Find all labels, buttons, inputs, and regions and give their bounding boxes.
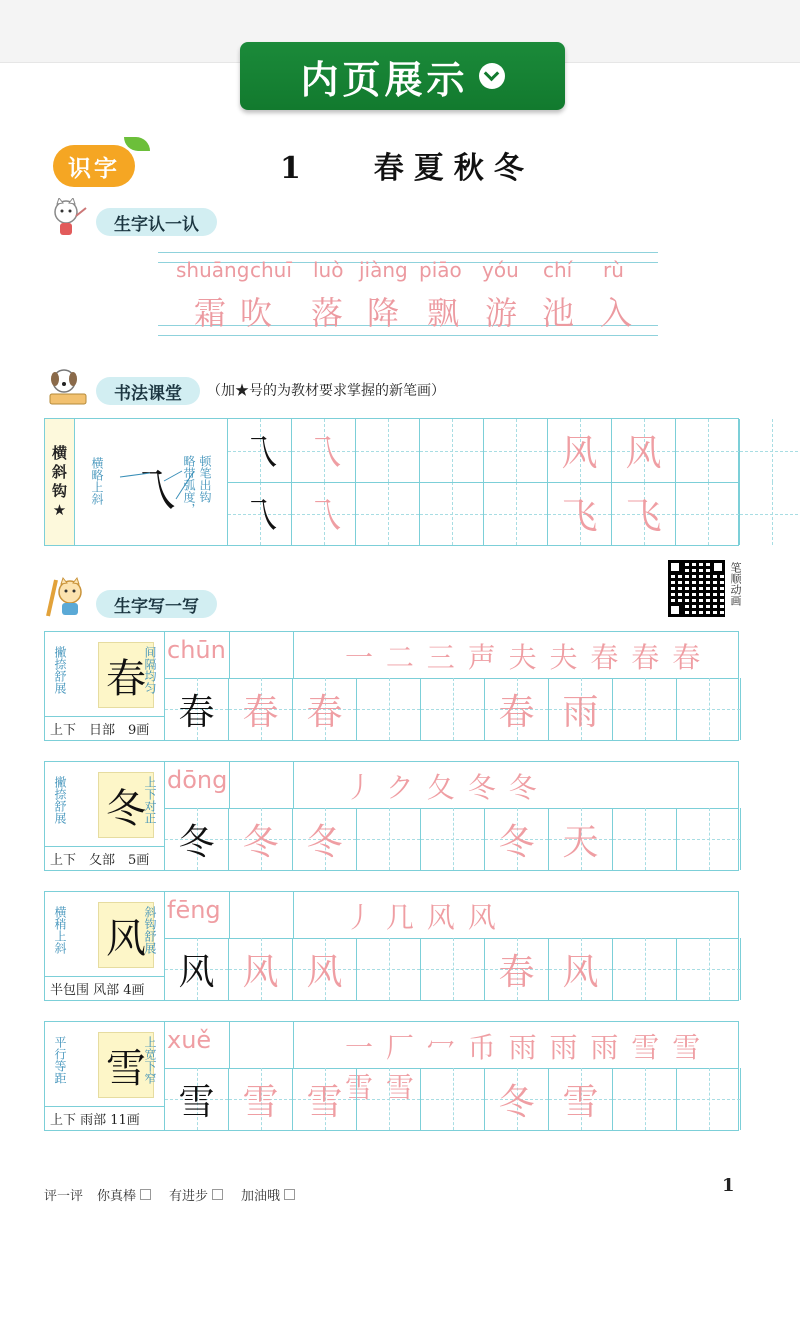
stroke-char: 乁 — [305, 433, 342, 474]
pinyin-1: chuī — [250, 258, 292, 282]
write-cell[interactable] — [165, 808, 229, 870]
qr-caption: 笔顺动画 — [729, 562, 742, 606]
stroke-cell[interactable] — [292, 419, 356, 482]
write-cell[interactable] — [421, 1068, 485, 1130]
write-cell[interactable] — [485, 808, 549, 870]
write-char: 冬 — [498, 821, 535, 863]
stroke-cell[interactable] — [228, 482, 292, 545]
char-info — [45, 632, 165, 740]
stroke-char: 风 — [561, 433, 598, 474]
write-cell[interactable] — [421, 938, 485, 1000]
stroke-cell[interactable] — [612, 482, 676, 545]
stroke-cell[interactable] — [740, 419, 800, 482]
self-evaluation — [44, 1185, 313, 1204]
stroke-note-right: 顿笔出钩 — [198, 455, 212, 503]
stroke-cell[interactable] — [356, 482, 420, 545]
hanzi-2: 落 — [311, 294, 344, 332]
stroke-cell[interactable] — [292, 482, 356, 545]
left-tip: 平行等距 — [53, 1036, 67, 1084]
char-info — [45, 1022, 165, 1130]
char-pinyin: xuě — [167, 1026, 212, 1054]
write-cell[interactable] — [357, 808, 421, 870]
write-char: 冬 — [498, 1081, 535, 1123]
stroke-order: 一 二 三 声 夫 夫 春 春 春 — [345, 641, 703, 674]
dog-mascot-icon — [46, 366, 90, 410]
option-cheer-label: 加油哦 — [241, 1189, 281, 1204]
section-recognize: 生字认一认 — [96, 208, 217, 236]
write-cell[interactable] — [293, 1068, 357, 1130]
stroke-demo-char: 乁 — [130, 464, 176, 518]
section-write: 生字写一写 — [96, 590, 217, 618]
pinyin-7: rù — [603, 258, 624, 282]
stroke-order: 丿 ク 夂 冬 冬 — [345, 771, 539, 804]
structure-info: 半包围 风部 4画 — [45, 976, 165, 1000]
write-char: 雪 — [562, 1081, 599, 1123]
chevron-down-icon[interactable] — [479, 63, 505, 89]
pinyin-5: yóu — [482, 258, 519, 282]
stroke-cell[interactable] — [676, 419, 740, 482]
write-char: 雪 — [306, 1081, 343, 1123]
stroke-demo — [76, 419, 228, 545]
stroke-cell[interactable] — [612, 419, 676, 482]
leaf-icon — [124, 137, 150, 151]
write-char: 风 — [178, 951, 215, 993]
write-char: 风 — [306, 951, 343, 993]
write-cell[interactable] — [293, 938, 357, 1000]
write-char: 冬 — [306, 821, 343, 863]
char-pinyin: chūn — [167, 636, 226, 664]
cat-pencil-mascot-icon — [44, 576, 88, 620]
hanzi-0: 霜 — [194, 294, 227, 332]
pinyin-3: jiàng — [359, 258, 408, 282]
banner-title: 内页展示 — [300, 57, 469, 102]
write-cell[interactable] — [229, 678, 293, 740]
option-great-label: 你真棒 — [97, 1189, 137, 1204]
stroke-cell[interactable] — [740, 482, 800, 545]
lesson-title — [280, 143, 534, 187]
write-cell[interactable] — [613, 938, 677, 1000]
demo-char: 风 — [98, 902, 154, 968]
stroke-order: 丿 几 风 风 — [345, 901, 498, 934]
cat-mascot-icon — [46, 198, 90, 242]
option-cheer-checkbox[interactable] — [284, 1189, 295, 1200]
left-tip: 撇捺舒展 — [53, 646, 67, 694]
write-cell[interactable] — [357, 938, 421, 1000]
section-calligraphy: 书法课堂 — [96, 377, 200, 405]
write-char: 雪 — [242, 1081, 279, 1123]
write-char: 冬 — [242, 821, 279, 863]
pinyin-2: luò — [313, 258, 344, 282]
calligraphy-note: （加★号的为教材要求掌握的新笔画） — [207, 383, 445, 399]
lesson-number: 1 — [280, 151, 311, 186]
write-cell[interactable] — [165, 938, 229, 1000]
write-cell[interactable] — [165, 678, 229, 740]
right-tip: 上下对正 — [143, 776, 157, 824]
right-tip: 上宽下窄 — [143, 1036, 157, 1084]
write-cell[interactable] — [229, 1068, 293, 1130]
write-cell[interactable] — [229, 808, 293, 870]
hanzi-6: 池 — [542, 294, 575, 332]
char-pinyin: fēng — [167, 896, 221, 924]
left-tip: 撇捺舒展 — [53, 776, 67, 824]
write-cell[interactable] — [677, 1068, 741, 1130]
stroke-cell[interactable] — [228, 419, 292, 482]
hanzi-4: 飘 — [427, 294, 460, 332]
demo-char: 冬 — [98, 772, 154, 838]
stroke-note-mid: 略带弧度， — [182, 455, 196, 515]
write-cell[interactable] — [549, 1068, 613, 1130]
write-char: 雨 — [562, 691, 599, 733]
stroke-char: 风 — [625, 433, 662, 474]
write-cell[interactable] — [613, 808, 677, 870]
write-cell[interactable] — [165, 1068, 229, 1130]
qr-code[interactable] — [668, 560, 725, 617]
write-cell[interactable] — [677, 938, 741, 1000]
right-tip: 间隔均匀 — [143, 646, 157, 694]
write-char: 冬 — [178, 821, 215, 863]
pinyin-6: chí — [543, 258, 573, 282]
write-cell[interactable] — [293, 808, 357, 870]
right-tip: 斜钩舒展 — [143, 906, 157, 954]
write-char: 天 — [562, 821, 599, 863]
stroke-cell[interactable] — [548, 482, 612, 545]
lesson-name: 春夏秋冬 — [373, 151, 534, 186]
stroke-char: 乁 — [305, 496, 342, 537]
write-char: 春 — [498, 951, 535, 993]
char-info — [45, 762, 165, 870]
write-char: 雪 — [178, 1081, 215, 1123]
write-cell[interactable] — [485, 938, 549, 1000]
stroke-cell[interactable] — [484, 419, 548, 482]
write-cell[interactable] — [549, 938, 613, 1000]
write-cell[interactable] — [357, 1068, 421, 1130]
stroke-char: 乁 — [241, 496, 278, 537]
write-cell[interactable] — [613, 678, 677, 740]
stroke-cell[interactable] — [356, 419, 420, 482]
write-char: 春 — [178, 691, 215, 733]
structure-info: 上下 夂部 5画 — [45, 846, 165, 870]
demo-char: 春 — [98, 642, 154, 708]
stroke-cell[interactable] — [548, 419, 612, 482]
write-cell[interactable] — [357, 678, 421, 740]
stroke-cell[interactable] — [676, 482, 740, 545]
write-char: 风 — [562, 951, 599, 993]
write-cell[interactable] — [549, 678, 613, 740]
stroke-char: 飞 — [625, 496, 662, 537]
write-cell[interactable] — [677, 808, 741, 870]
demo-char: 雪 — [98, 1032, 154, 1098]
pinyin-0: shuāng — [176, 258, 250, 282]
write-char: 风 — [242, 951, 279, 993]
hanzi-5: 游 — [485, 294, 518, 332]
evaluation-label: 评一评 — [44, 1189, 84, 1204]
write-cell[interactable] — [485, 1068, 549, 1130]
write-cell[interactable] — [421, 808, 485, 870]
write-cell[interactable] — [677, 678, 741, 740]
left-tip: 横稍上斜 — [53, 906, 67, 954]
stroke-note-left: 横略上斜 — [90, 457, 104, 505]
char-info — [45, 892, 165, 1000]
option-great-checkbox[interactable] — [140, 1189, 151, 1200]
write-char: 春 — [242, 691, 279, 733]
char-pinyin: dōng — [167, 766, 228, 794]
stroke-char: 乁 — [241, 433, 278, 474]
stroke-arrows — [114, 463, 224, 513]
stroke-order: 一 厂 冖 币 雨 雨 雨 雪 雪 雪 雪 — [345, 1031, 703, 1104]
hanzi-3: 降 — [367, 294, 400, 332]
write-char: 春 — [498, 691, 535, 733]
stroke-char: 飞 — [561, 496, 598, 537]
stroke-cell[interactable] — [420, 482, 484, 545]
hanzi-1: 吹 — [240, 294, 273, 332]
stroke-cell[interactable] — [420, 419, 484, 482]
structure-info: 上下 雨部 11画 — [45, 1106, 165, 1130]
write-cell[interactable] — [485, 678, 549, 740]
write-cell[interactable] — [549, 808, 613, 870]
write-cell[interactable] — [421, 678, 485, 740]
page-number: 1 — [722, 1175, 735, 1196]
hanzi-7: 入 — [600, 294, 633, 332]
write-cell[interactable] — [613, 1068, 677, 1130]
lesson-badge: 识字 — [53, 145, 135, 187]
write-char: 春 — [306, 691, 343, 733]
write-cell[interactable] — [229, 938, 293, 1000]
stroke-name: 横 斜 钩 ★ — [45, 419, 75, 545]
option-progress-checkbox[interactable] — [212, 1189, 223, 1200]
write-cell[interactable] — [293, 678, 357, 740]
option-progress-label: 有进步 — [169, 1189, 209, 1204]
pinyin-4: piāo — [419, 258, 462, 282]
structure-info: 上下 日部 9画 — [45, 716, 165, 740]
stroke-cell[interactable] — [484, 482, 548, 545]
banner — [240, 42, 565, 110]
